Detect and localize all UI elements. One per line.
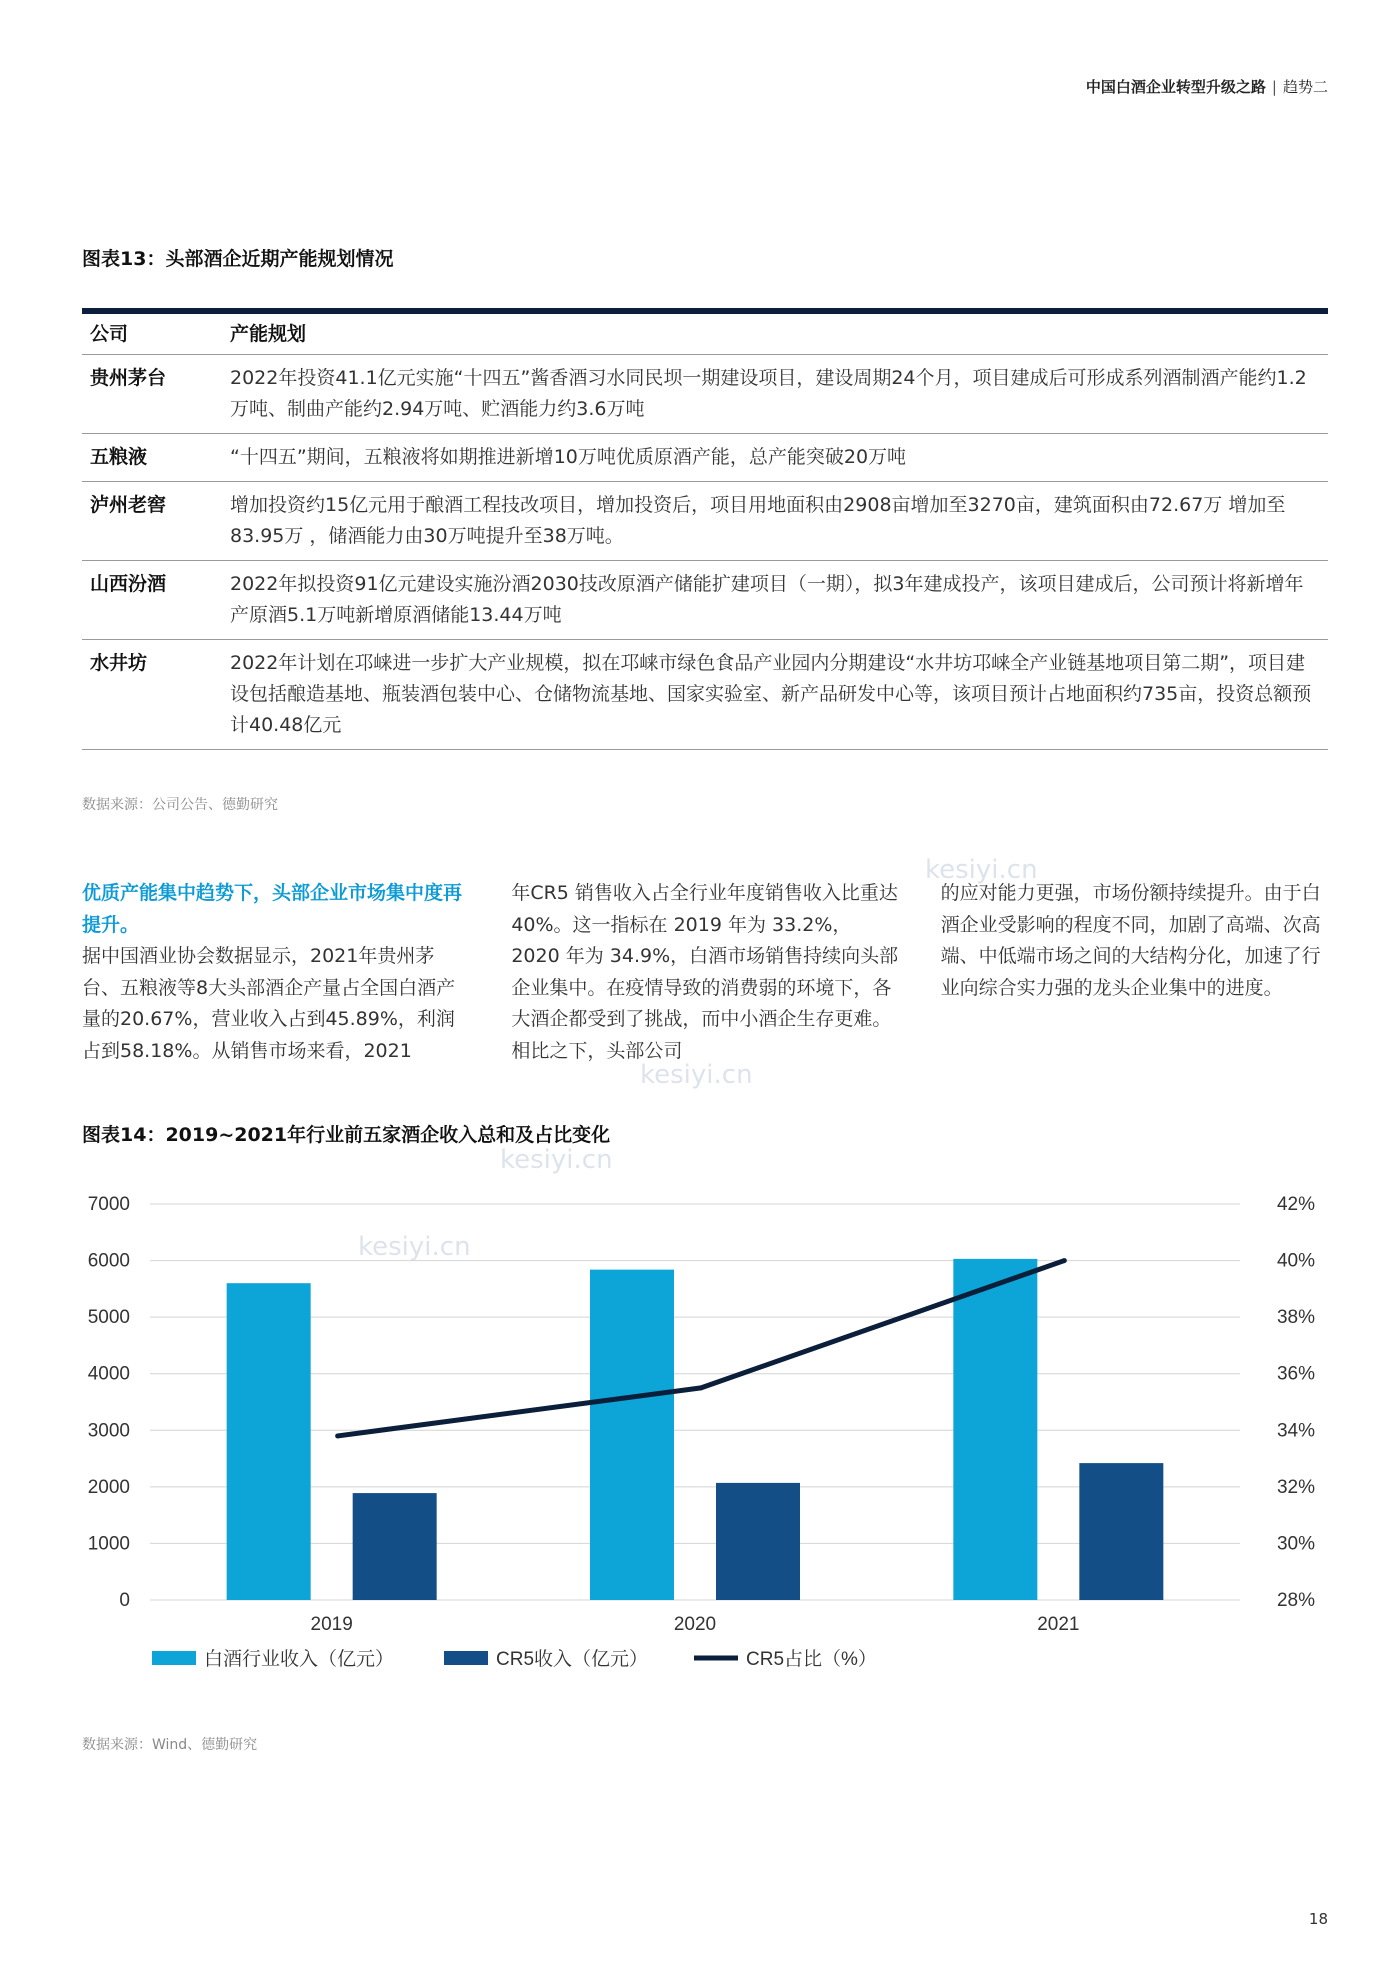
table-row bbox=[82, 434, 1328, 482]
table-row bbox=[82, 355, 1328, 434]
figure14-title: 图表14：2019~2021年行业前五家酒企收入总和及占比变化 bbox=[82, 1124, 611, 1146]
bar-cr5-revenue bbox=[1079, 1463, 1163, 1600]
bar-industry-revenue bbox=[590, 1270, 674, 1600]
header-separator: | bbox=[1271, 78, 1277, 96]
page-header bbox=[1086, 76, 1328, 97]
plan-cell: 2022年投资41.1亿元实施“十四五”酱香酒习水同民坝一期建设项目，建设周期24个月，项目建成后可形成系列酒制酒产能约1.2万吨、制曲产能约2.94万吨、贮酒能力约3.6万吨 bbox=[230, 367, 1307, 420]
y-left-tick-label: 1000 bbox=[87, 1533, 130, 1555]
y-right-tick-label: 28% bbox=[1276, 1590, 1315, 1611]
y-left-tick-label: 2000 bbox=[87, 1476, 130, 1498]
company-cell: 贵州茅台 bbox=[90, 367, 167, 389]
y-right-tick-label: 42% bbox=[1276, 1194, 1315, 1215]
figure14-source: 数据来源：Wind、德勤研究 bbox=[82, 1737, 258, 1753]
x-tick-label: 2020 bbox=[673, 1614, 717, 1635]
column-header-plan: 产能规划 bbox=[230, 323, 307, 345]
y-right-tick-label: 38% bbox=[1276, 1307, 1315, 1329]
y-left-tick-label: 7000 bbox=[87, 1194, 130, 1215]
legend-swatch bbox=[444, 1651, 488, 1665]
company-cell: 水井坊 bbox=[90, 652, 148, 674]
capacity-table bbox=[82, 308, 1328, 750]
plan-cell: 2022年拟投资91亿元建设实施汾酒2030技改原酒产储能扩建项目（一期），拟3年建成投产，该项目建成后，公司预计将新增年产原酒5.1万吨新增原酒储能13.44万吨 bbox=[230, 573, 1304, 626]
y-left-tick-label: 6000 bbox=[87, 1250, 130, 1272]
column-header-company: 公司 bbox=[90, 323, 129, 345]
revenue-chart bbox=[60, 1170, 1360, 1690]
y-left-tick-label: 5000 bbox=[87, 1307, 130, 1329]
table-header-row bbox=[82, 314, 1328, 355]
bar-industry-revenue bbox=[227, 1283, 311, 1600]
table13-title: 图表13：头部酒企近期产能规划情况 bbox=[82, 248, 394, 270]
table13-source: 数据来源：公司公告、德勤研究 bbox=[82, 797, 278, 813]
y-right-tick-label: 32% bbox=[1276, 1476, 1315, 1498]
header-section: 趋势二 bbox=[1282, 78, 1328, 96]
table-row bbox=[82, 482, 1328, 561]
company-cell: 五粮液 bbox=[90, 446, 148, 468]
company-cell: 泸州老窖 bbox=[90, 494, 167, 516]
watermark: kesiyi.cn bbox=[358, 1232, 471, 1262]
watermark: kesiyi.cn bbox=[500, 1145, 613, 1175]
bar-cr5-revenue bbox=[353, 1493, 437, 1600]
watermark: kesiyi.cn bbox=[640, 1060, 753, 1090]
legend-label: 白酒行业收入（亿元） bbox=[204, 1649, 395, 1670]
line-point bbox=[335, 1433, 340, 1438]
y-left-tick-label: 0 bbox=[119, 1590, 130, 1611]
y-right-tick-label: 30% bbox=[1276, 1533, 1315, 1555]
x-tick-label: 2019 bbox=[310, 1614, 353, 1635]
x-tick-label: 2021 bbox=[1037, 1614, 1080, 1635]
legend-label: CR5占比（%） bbox=[746, 1649, 877, 1670]
line-point bbox=[1062, 1258, 1067, 1263]
plan-cell: 2022年计划在邛崃进一步扩大产业规模，拟在邛崃市绿色食品产业园内分期建设“水井坊邛崃全产业链基地项目第二期”，项目建设包括酿造基地、瓶装酒包装中心、仓储物流基地、国家实验室、新产品研发中心等，该项目预计占地面积约735亩，投资总额预计40.48亿元 bbox=[230, 652, 1312, 736]
table-row bbox=[82, 561, 1328, 640]
bar-industry-revenue bbox=[953, 1259, 1037, 1600]
line-point bbox=[699, 1385, 704, 1390]
table-row bbox=[82, 640, 1328, 750]
plan-cell: “十四五”期间，五粮液将如期推进新增10万吨优质原酒产能，总产能突破20万吨 bbox=[230, 446, 907, 468]
lead-paragraph: 优质产能集中趋势下，头部企业市场集中度再提升。 bbox=[82, 882, 463, 936]
bar-cr5-revenue bbox=[716, 1483, 800, 1600]
y-right-tick-label: 36% bbox=[1276, 1363, 1315, 1385]
body-column-2: 年CR5 销售收入占全行业年度销售收入比重达 40%。这一指标在 2019 年为 33.2%，2020 年为 34.9%，白酒市场销售持续向头部企业集中。在疫情导致的消费弱的环境下，各大酒企都受到了挑战，而中小酒企生存更难。相比之下，头部公司 bbox=[511, 882, 899, 1062]
header-title: 中国白酒企业转型升级之路 bbox=[1085, 78, 1266, 96]
y-left-tick-label: 4000 bbox=[87, 1363, 130, 1385]
body-column-3: 的应对能力更强，市场份额持续提升。由于白酒企业受影响的程度不同，加剧了高端、次高端、中低端市场之间的大结构分化，加速了行业向综合实力强的龙头企业集中的进度。 bbox=[940, 882, 1321, 999]
y-left-tick-label: 3000 bbox=[87, 1420, 130, 1442]
legend-label: CR5收入（亿元） bbox=[496, 1649, 649, 1670]
y-right-tick-label: 34% bbox=[1276, 1420, 1315, 1442]
company-cell: 山西汾酒 bbox=[90, 573, 167, 595]
legend-swatch bbox=[152, 1651, 196, 1665]
body-text bbox=[82, 878, 1328, 1067]
body-paragraph-1: 据中国酒业协会数据显示，2021年贵州茅台、五粮液等8大头部酒企产量占全国白酒产量的20.67%，营业收入占到45.89%，利润占到58.18%。从销售市场来看，2021 bbox=[82, 945, 456, 1062]
y-right-tick-label: 40% bbox=[1276, 1250, 1315, 1272]
plan-cell: 增加投资约15亿元用于酿酒工程技改项目，增加投资后，项目用地面积由2908亩增加至3270亩，建筑面积由72.67万 增加至83.95万 ，储酒能力由30万吨提升至38万吨。 bbox=[230, 494, 1286, 547]
body-column-1 bbox=[82, 878, 469, 1067]
page-number: 18 bbox=[1308, 1910, 1328, 1928]
watermark: kesiyi.cn bbox=[925, 855, 1038, 885]
